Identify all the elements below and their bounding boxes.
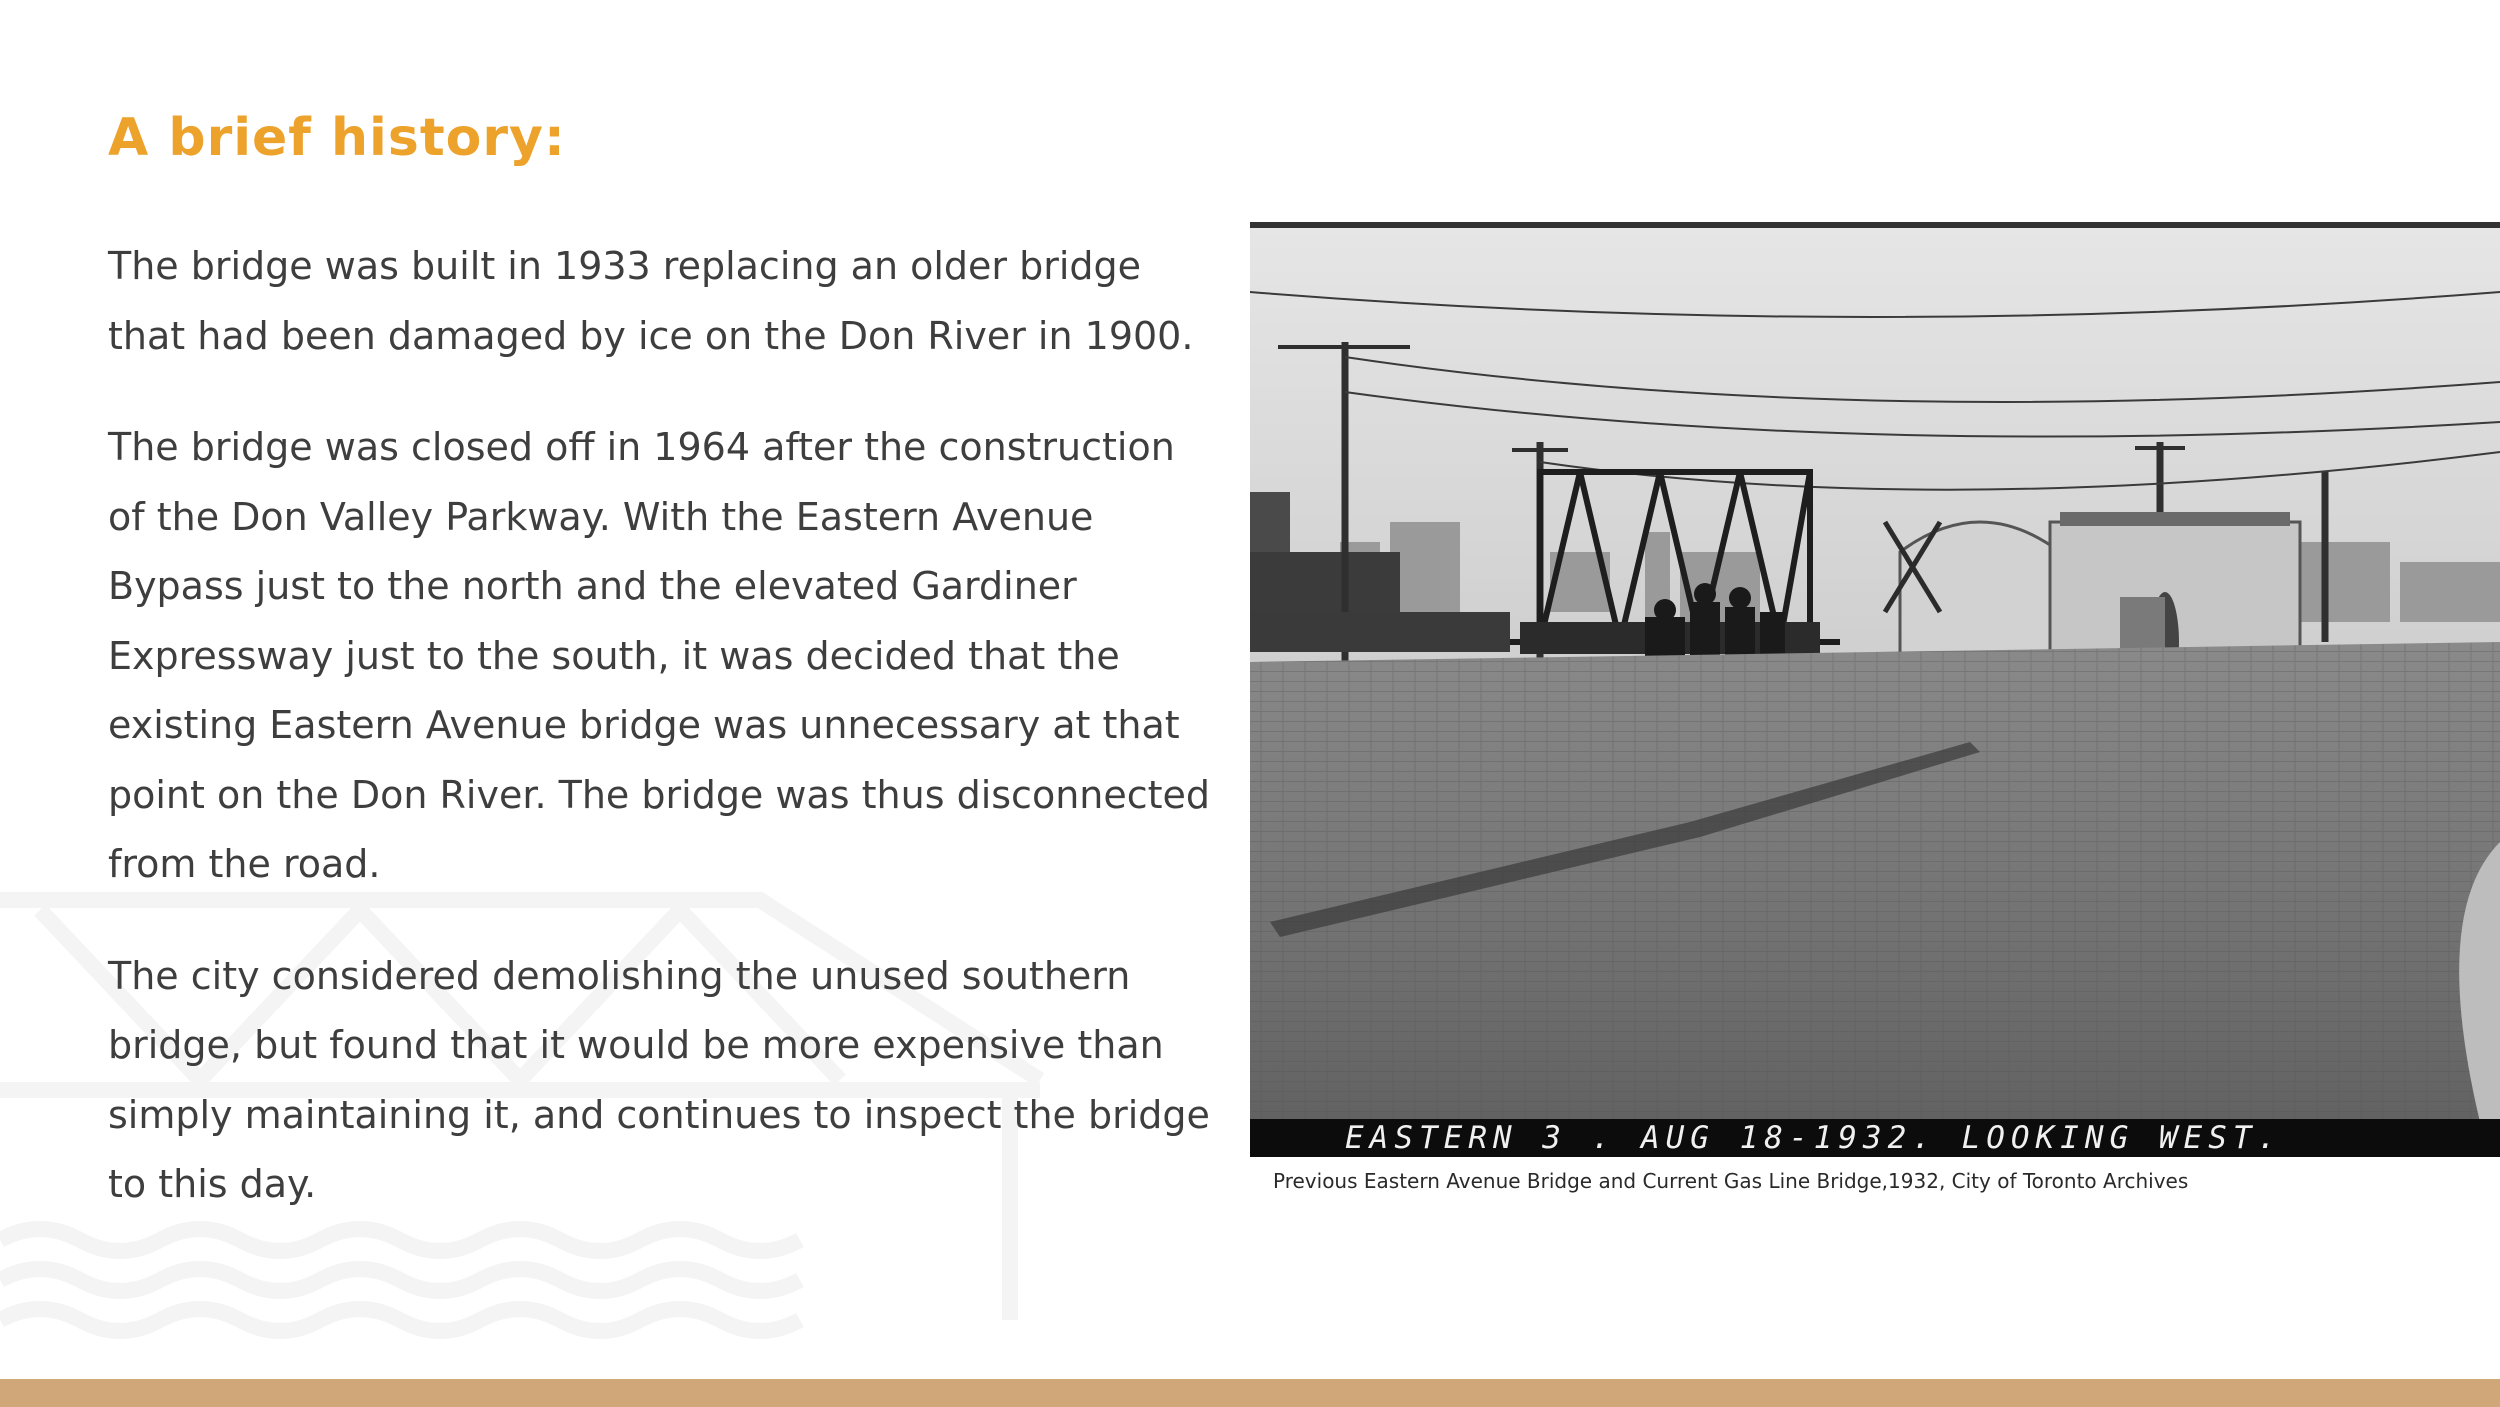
paragraph-demolition: The city considered demolishing the unused southern bridge, but found that it would be more expensive than simply maintaining it, and continues to inspect the bridge to this day. bbox=[108, 953, 1210, 1206]
slide-title: A brief history: bbox=[108, 108, 566, 168]
photo-caption: Previous Eastern Avenue Bridge and Current Gas Line Bridge,1932, City of Toronto Archives bbox=[1273, 1169, 2189, 1193]
history-text bbox=[108, 232, 1218, 1262]
archive-photo bbox=[1250, 222, 2500, 1157]
footer-bar bbox=[0, 1379, 2500, 1407]
photo-inscription: EASTERN 3 . AUG 18-1932. LOOKING WEST. bbox=[1250, 1119, 2500, 1157]
paragraph-built: The bridge was built in 1933 replacing an older bridge that had been damaged by ice on the Don River in 1900. bbox=[108, 244, 1194, 358]
paragraph-closed: The bridge was closed off in 1964 after the construction of the Don Valley Parkway. With the Eastern Avenue Bypass just to the north and the elevated Gardiner Expressway just to the south, it was decided that the existing Eastern Avenue bridge was unnecessary at that point on the Don River. The bridge was thus disconnected from the road. bbox=[108, 425, 1211, 886]
bridge-photo-illustration bbox=[1250, 222, 2500, 1157]
